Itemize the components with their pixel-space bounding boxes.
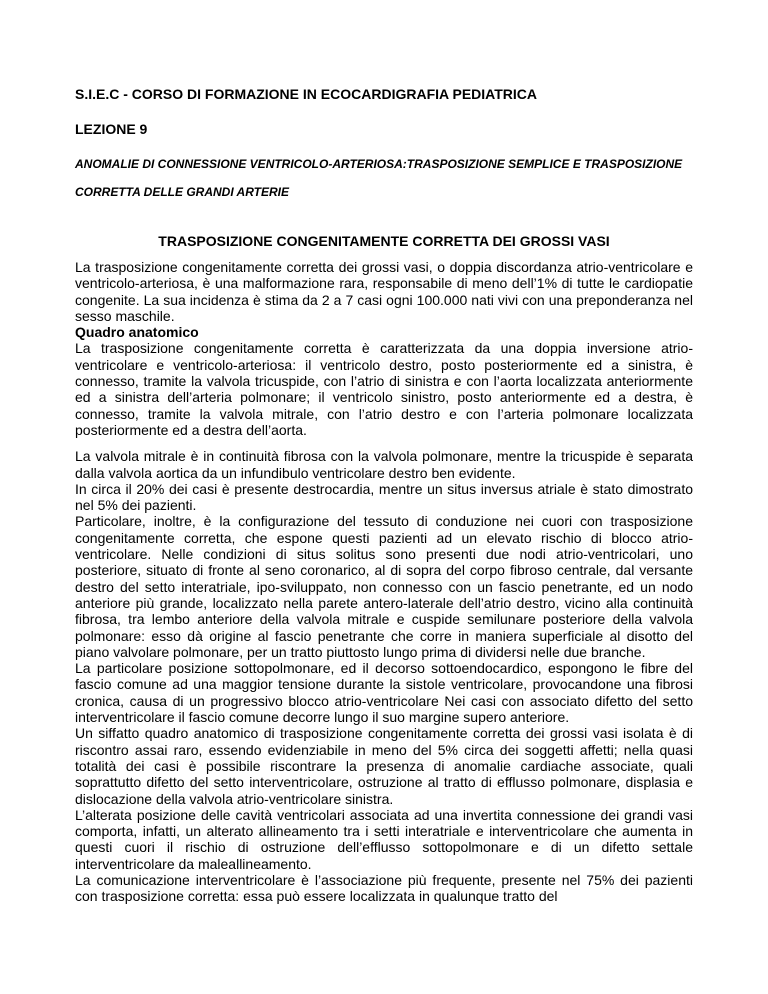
paragraph: La comunicazione interventricolare è l’associazione più frequente, presente nel 75% dei pazienti con trasposizione corretta: essa può essere localizzata in qualunque tratto del xyxy=(75,871,693,905)
lesson-topic: ANOMALIE DI CONNESSIONE VENTRICOLO-ARTERIOSA:TRASPOSIZIONE SEMPLICE E TRASPOSIZIONE CORRETTA DELLE GRANDI ARTERIE xyxy=(75,157,683,199)
paragraph: In circa il 20% dei casi è presente destrocardia, mentre un situs inversus atriale è stato dimostrato nel 5% dei pazienti. xyxy=(75,480,693,514)
paragraph: La valvola mitrale è in continuità fibrosa con la valvola polmonare, mentre la tricuspide è separata dalla valvola aortica da un infundibulo ventricolare destro ben evidente. xyxy=(75,448,693,481)
paragraph: Un siffatto quadro anatomico di trasposizione congenitamente corretta dei grossi vasi isolata è di riscontro assai raro, essendo evidenziabile in meno del 5% circa dei soggetti affetti; nella quasi totalità dei casi è possibile riscontrare la presenza di anomalie cardiache associate, quali soprattutto difetto del setto interventricolare, ostruzione al tratto di efflusso polmonare, displasia e dislocazione della valvola atrio-ventricolare sinistra. xyxy=(75,725,693,807)
paragraph: La particolare posizione sottopolmonare, ed il decorso sottoendocardico, espongono le fibre del fascio comune ad una maggior tensione durante la sistole ventricolare, provocandone una fibrosi cronica, causa di un progressivo blocco atrio-ventricolare Nei casi con associato difetto del setto interventricolare il fascio comune decorre lungo il suo margine supero anteriore. xyxy=(75,660,693,726)
course-title: S.I.E.C - CORSO DI FORMAZIONE IN ECOCARDIGRAFIA PEDIATRICA xyxy=(75,86,538,102)
subheading-quadro-anatomico: Quadro anatomico xyxy=(75,324,199,341)
paragraph: L’alterata posizione delle cavità ventricolari associata ad una invertita connessione dei grandi vasi comporta, infatti, un alterato allineamento tra i setti interatriale e interventricolare che aumenta in questi cuori il rischio di ostruzione dell’efflusso sottopolmonare e di un difetto settale interventricolare da maleallineamento. xyxy=(75,806,693,872)
paragraph: Particolare, inoltre, è la configurazione del tessuto di conduzione nei cuori con trasposizione congenitamente corretta, che espone questi pazienti ad un elevato rischio di blocco atrio-ventricolare. Nelle condizioni di situs solitus sono presenti due nodi atrio-ventricolari, uno posteriore, situato di fronte al seno coronarico, al di sopra del corpo fibroso centrale, dal versante destro del setto interatriale, ipo-sviluppato, non connesso con un fascio penetrante, ed un nodo anteriore più grande, localizzato nella parete antero-laterale dell’atrio destro, vicino alla continuità fibrosa, tra lembo anteriore della valvola mitrale e cuspide semilunare posteriore della valvola polmonare: esso dà origine al fascio penetrante che corre in maniera superficiale al disotto del piano valvolare polmonare, per un tratto piuttosto lungo prima di dividersi nelle due branche. xyxy=(75,513,693,660)
section-title: TRASPOSIZIONE CONGENITAMENTE CORRETTA DEI GROSSI VASI xyxy=(158,233,610,249)
body-text xyxy=(75,259,693,905)
paragraph-intro: La trasposizione congenitamente corretta dei grossi vasi, o doppia discordanza atrio-ventricolare e ventricolo-arteriosa, è una malformazione rara, responsabile di meno dell’1% di tutte le cardiopatie congenite. La sua incidenza è stima da 2 a 7 casi ogni 100.000 nati vivi con una preponderanza nel sesso maschile. xyxy=(75,259,693,324)
lesson-number: LEZIONE 9 xyxy=(75,121,148,137)
paragraph: La trasposizione congenitamente corretta è caratterizzata da una doppia inversione atrio-ventricolare e ventricolo-arteriosa: il ventricolo destro, posto posteriormente ed a sinistra, è connesso, tramite la valvola tricuspide, con l’atrio di sinistra e con l’aorta localizzata anteriormente ed a sinistra dell’arteria polmonare; il ventricolo sinistro, posto anteriormente ed a destra, è connesso, tramite la valvola mitrale, con l’atrio destro e con l’arteria polmonare localizzata posteriormente ed a destra dell’aorta. xyxy=(75,340,693,438)
